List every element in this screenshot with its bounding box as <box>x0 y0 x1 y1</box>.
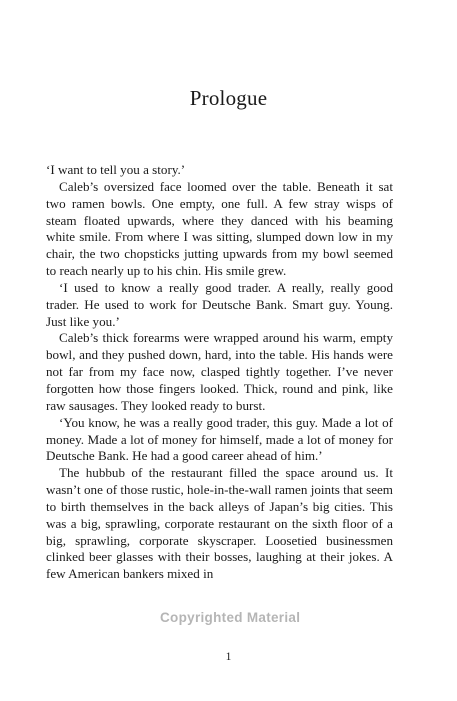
body-text <box>46 162 393 583</box>
paragraph: ‘I want to tell you a story.’ <box>46 162 186 177</box>
paragraph: The hubbub of the restaurant filled the space around us. It wasn’t one of those rustic, hole-in-the-wall ramen joints that seem to birth themselves in the back alleys of Japan’s big cities. This was a big, sprawling, corporate restaurant on the sixth floor of a big, sprawling, corporate skyscraper. Loosetied businessmen clinked beer glasses with their bosses, laughing at their jokes. A few American bankers mixed in <box>46 465 393 582</box>
paragraph: Caleb’s oversized face loomed over the table. Beneath it sat two ramen bowls. One empty, one full. A few stray wisps of steam floated upwards, where they danced with his beaming white smile. From where I was sitting, slumped down low in my chair, the two chopsticks jutting upwards from my bowl seemed to reach nearly up to his chin. His smile grew. <box>46 178 393 279</box>
chapter-title: Prologue <box>189 86 268 110</box>
paragraph: ‘You know, he was a really good trader, this guy. Made a lot of money. Made a lot of money for himself, made a lot of money for Deutsche Bank. He had a good career ahead of him.’ <box>46 414 393 464</box>
paragraph: ‘I used to know a really good trader. A really, really good trader. He used to work for Deutsche Bank. Smart guy. Young. Just like you.’ <box>46 279 393 329</box>
copyright-watermark: Copyrighted Material <box>160 610 301 625</box>
paragraph: Caleb’s thick forearms were wrapped around his warm, empty bowl, and they pushed down, hard, into the table. His hands were not far from my face now, clasped tightly together. I’ve never forgotten how those fingers looked. Thick, round and pink, like raw sausages. They looked ready to burst. <box>46 330 393 413</box>
page-number: 1 <box>225 651 232 663</box>
